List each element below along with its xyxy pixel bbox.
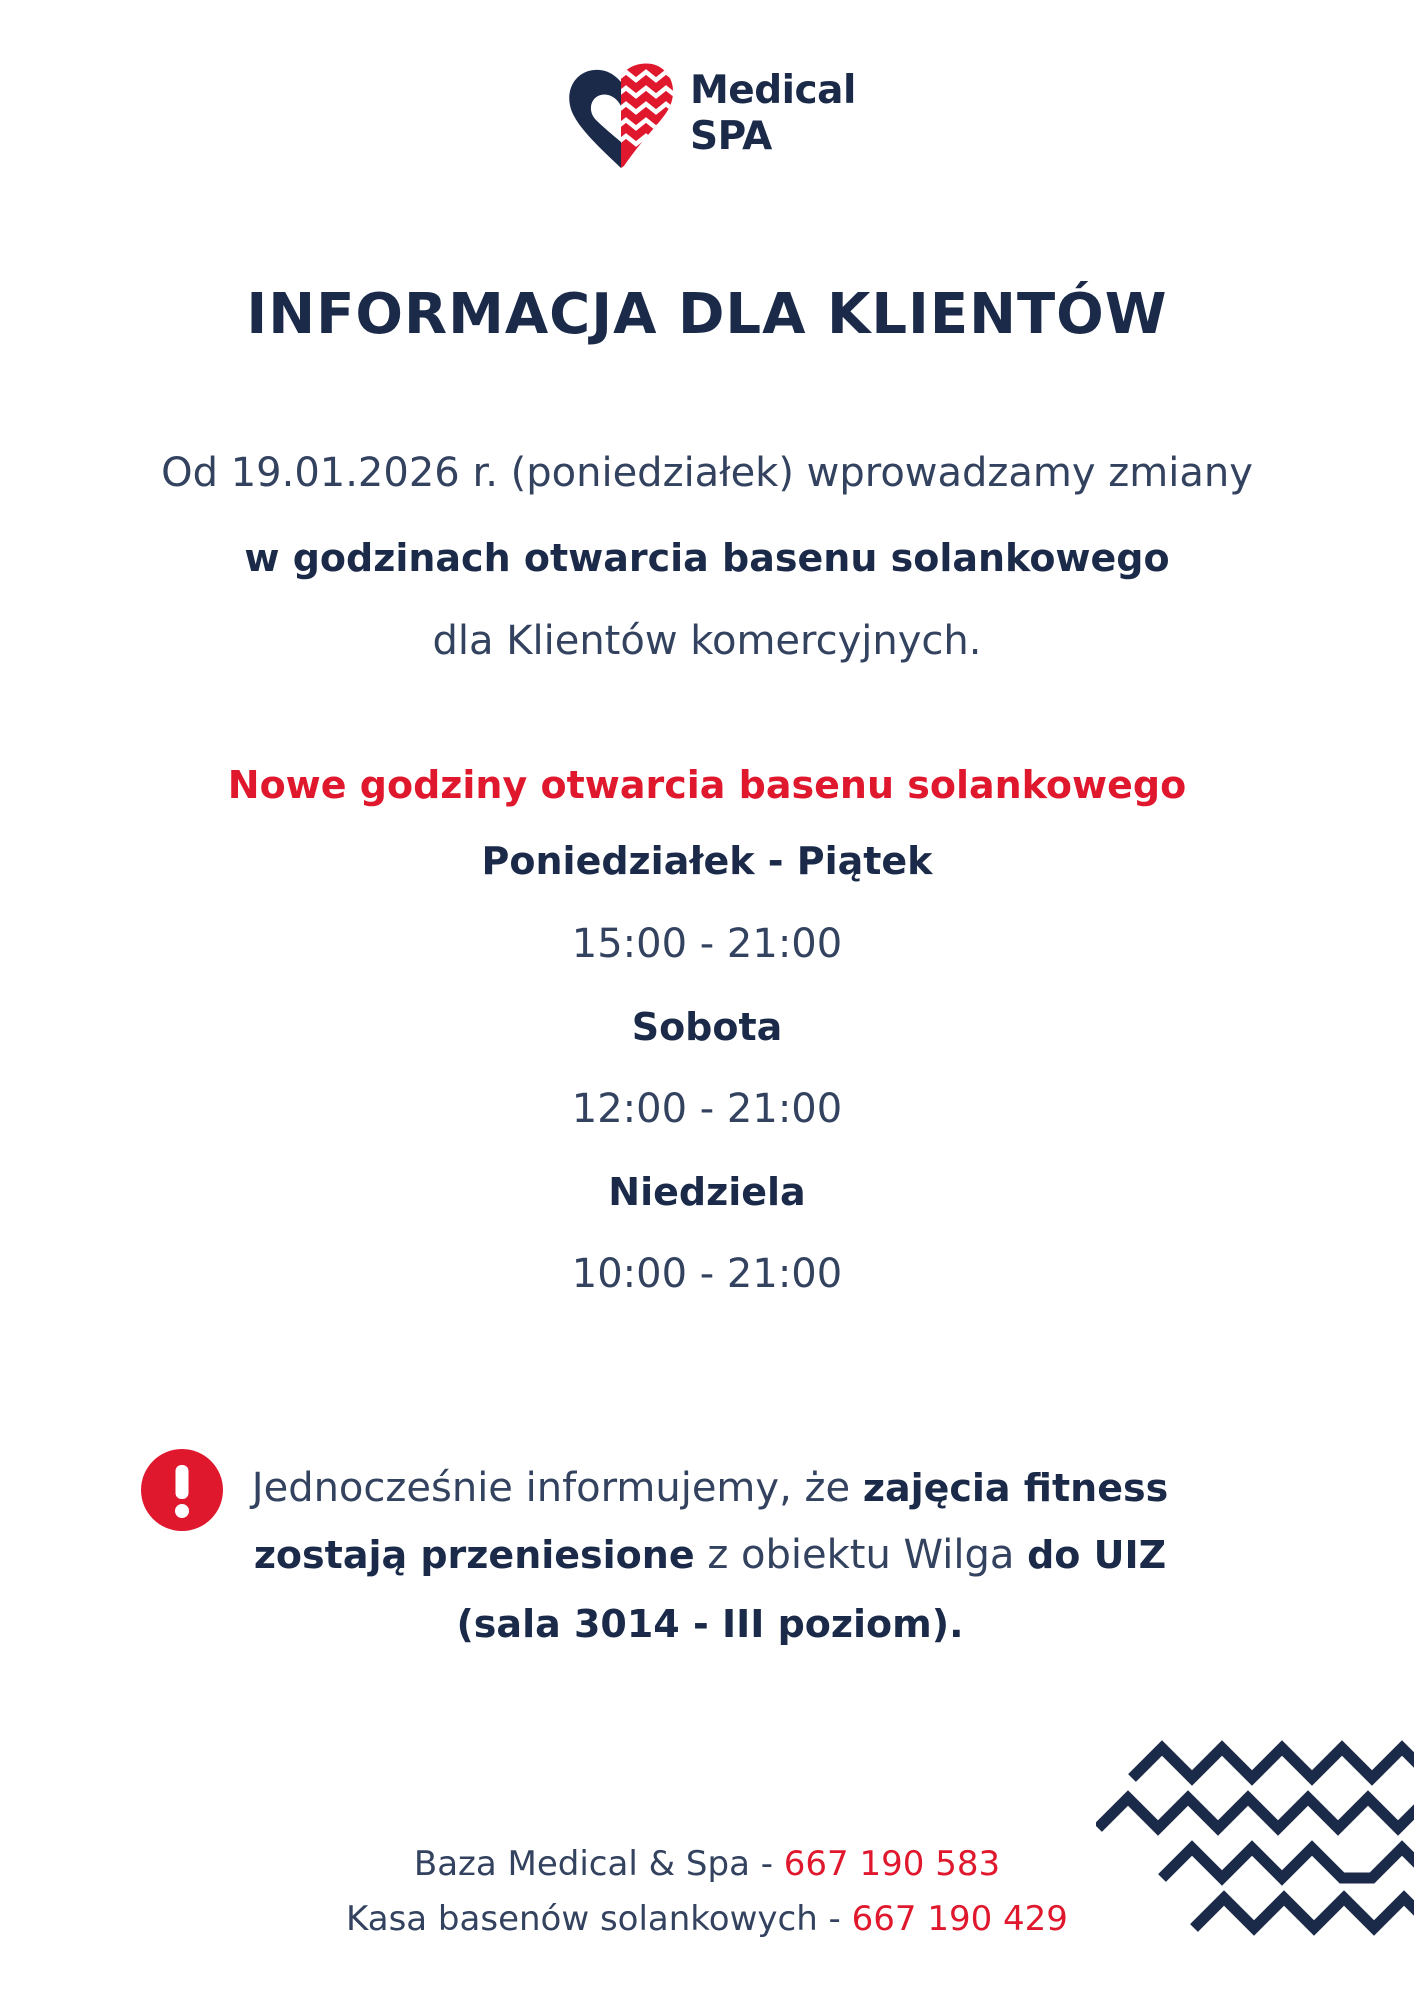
- contact-phone[interactable]: 667 190 429: [851, 1899, 1068, 1939]
- schedule-heading: Nowe godziny otwarcia basenu solankowego: [227, 763, 1187, 807]
- brand-name-line1: Medical: [690, 68, 856, 113]
- contact-phone[interactable]: 667 190 583: [783, 1844, 1001, 1884]
- contact-line: [0, 1897, 1414, 1941]
- contact-label: Baza Medical & Spa -: [413, 1844, 784, 1884]
- notice-emphasis: zostają przeniesione: [253, 1533, 695, 1577]
- notice-emphasis: (sala 3014 - III poziom).: [456, 1602, 964, 1646]
- notice-line-3: [180, 1599, 1240, 1649]
- intro-line-1: Od 19.01.2026 r. (poniedziałek) wprowadzamy zmiany: [161, 450, 1253, 496]
- heart-logo-icon: [566, 62, 676, 172]
- schedule-hours: 12:00 - 21:00: [571, 1086, 843, 1132]
- notice-emphasis: do UIZ: [1027, 1533, 1167, 1577]
- notice-line-2: [180, 1530, 1240, 1580]
- brand-name: [690, 68, 856, 160]
- brand-logo: [566, 62, 856, 172]
- notice-text: z obiektu Wilga: [694, 1532, 1028, 1578]
- schedule-day: Niedziela: [608, 1170, 806, 1214]
- schedule-day: Sobota: [631, 1005, 783, 1049]
- intro-line-3: dla Klientów komercyjnych.: [432, 618, 982, 664]
- schedule-hours: 10:00 - 21:00: [571, 1251, 843, 1297]
- contact-label: Kasa basenów solankowych -: [346, 1899, 852, 1939]
- page-title: INFORMACJA DLA KLIENTÓW: [246, 282, 1168, 347]
- intro-line-2: w godzinach otwarcia basenu solankowego: [244, 536, 1170, 580]
- brand-name-line2: SPA: [690, 114, 772, 159]
- notice-emphasis: zajęcia fitness: [862, 1466, 1169, 1510]
- schedule-day: Poniedziałek - Piątek: [481, 839, 933, 883]
- schedule-hours: 15:00 - 21:00: [571, 921, 843, 967]
- contact-line: [0, 1842, 1414, 1886]
- notice-text: Jednocześnie informujemy, że: [251, 1465, 863, 1511]
- notice-line-1: [180, 1463, 1240, 1513]
